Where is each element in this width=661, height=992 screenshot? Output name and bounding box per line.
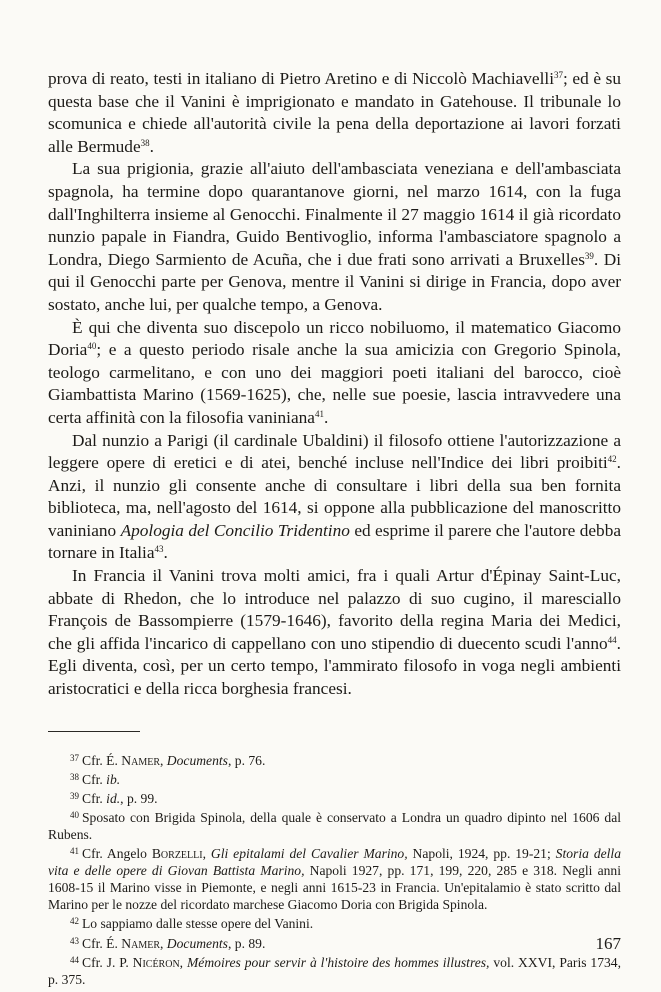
- text-run: Dal nunzio a Parigi (il cardinale Ubaldini) il filosofo ottiene l'autorizzazione a leggere opere di eretici e di atei, benché incluse nell'Indice dei libri proibiti: [48, 430, 621, 473]
- author-name: Namer: [121, 935, 160, 951]
- text-run: .: [163, 543, 168, 563]
- text-run: , p. 89.: [227, 935, 266, 951]
- footnote: [48, 843, 621, 913]
- text-run: ; e a questo periodo risale anche la sua amicizia con Gregorio Spinola, teologo carmelitano, e con uno dei maggiori poeti italiani del barocco, cioè Giambattista Marino (1569-1625), che, nelle sue poesie, lascia intravvedere una certa affinità con la filosofia vaniniana: [48, 340, 621, 427]
- text-run: Napoli, 1924, pp. 19-21;: [407, 846, 556, 862]
- text-run: , p. 76.: [227, 752, 266, 768]
- text-run: . Anzi, il nunzio gli consente anche di consultare i libri della sua ben fornita biblioteca, ma, nell'agosto del 1614, si oppone alla pubblicazione del manoscritto vaniniano: [48, 453, 621, 540]
- paragraph: [48, 68, 621, 158]
- footnote-ref: 39: [584, 250, 594, 261]
- footnotes: [48, 750, 621, 988]
- footnote: [48, 788, 621, 807]
- text-run: Cfr. É.: [82, 752, 122, 768]
- text-run: , p. 99.: [120, 790, 158, 806]
- author-name: Nicéron: [132, 954, 180, 970]
- footnote-number: 43: [70, 935, 79, 946]
- footnote: [48, 750, 621, 769]
- footnote-number: 42: [70, 916, 79, 927]
- text-run: ,: [160, 752, 167, 768]
- text-run: .: [149, 136, 154, 156]
- text-run: ed esprime il parere che l'autore debba tornare in Italia: [48, 520, 622, 563]
- footnote: [48, 952, 621, 988]
- footnote-ref: 43: [154, 544, 164, 555]
- text-run: vol. XXVI, Paris 1734, p. 375.: [48, 954, 622, 987]
- text-run: Cfr.: [82, 790, 107, 806]
- text-run: ; ed è su questa base che il Vanini è imprigionato e mandato in Gatehouse. Il tribunale lo scomunica e chiede all'autorità civile la pena della deportazione ai lavori forzati alle Bermude: [48, 69, 622, 156]
- text-run: Cfr. É.: [82, 935, 122, 951]
- text-run: In Francia il Vanini trova molti amici, fra i quali Artur d'Épinay Saint-Luc, abbate di Rhedon, che lo introduce nel palazzo di suo cugino, il maresciallo François de Bassompierre (1579-1646), favorito della regina Maria dei Medici, che gli affida l'incarico di cappellano con uno stipendio di duecento scudi l'anno: [48, 566, 621, 653]
- italic-title: Documents: [166, 935, 228, 951]
- page-number: 167: [595, 934, 621, 953]
- footnote: [48, 913, 621, 932]
- paragraph: [48, 565, 621, 701]
- text-run: Sposato con Brigida Spinola, della quale è conservato a Londra un quadro dipinto nel 1606 dal Rubens.: [48, 809, 621, 842]
- footnote-ref: 40: [87, 341, 97, 352]
- body-text: [48, 68, 621, 701]
- text-run: .: [323, 407, 329, 427]
- italic-title: Documents: [166, 752, 228, 768]
- text-run: ,: [160, 935, 167, 951]
- text-run: Napoli 1927, pp. 171, 199, 220, 285 e 318. Negli anni 1608-15 il Marino visse in Piemonte, e negli anni 1615-23 in Francia. Un'epitalamio è stato scritto dal Marino per le nozze del ricordato marchese Giacomo Doria con Brigida Spinola.: [48, 863, 621, 913]
- italic-title: Mémoires pour servir à l'histoire des hommes illustres,: [186, 954, 490, 970]
- text-run: È qui che diventa suo discepolo un ricco nobiluomo, il matematico Giacomo Doria: [48, 317, 621, 360]
- text-run: Cfr. J. P.: [82, 954, 133, 970]
- text-run: ,: [202, 846, 211, 862]
- italic-title: Apologia del Concilio Tridentino: [120, 520, 350, 540]
- text-run: Lo sappiamo dalle stesse opere del Vanini.: [82, 916, 314, 932]
- footnote: [48, 769, 621, 788]
- italic-title: Storia della vita e delle opere di Giovan Battista Marino,: [48, 846, 621, 879]
- footnote-divider: [48, 731, 140, 732]
- text-run: Cfr.: [82, 771, 107, 787]
- text-run: prova di reato, testi in italiano di Pietro Aretino e di Niccolò Machiavelli: [48, 69, 555, 88]
- footnote-number: 41: [70, 846, 79, 857]
- footnote: [48, 933, 621, 952]
- footnote-number: 39: [70, 790, 79, 801]
- text-run: . Egli diventa, così, per un certo tempo, l'ammirato filosofo in voga negli ambienti aristocratici e della ricca borghesia francesi.: [48, 633, 621, 699]
- footnote-number: 40: [70, 809, 79, 820]
- text-run: ,: [179, 954, 187, 970]
- author-name: Namer: [121, 752, 160, 768]
- footnote-number: 44: [70, 954, 79, 965]
- footnote-ref: 41: [314, 408, 324, 419]
- text-run: Cfr. Angelo: [82, 846, 152, 862]
- italic-title: Gli epitalami del Cavalier Marino,: [210, 846, 408, 862]
- text-run: La sua prigionia, grazie all'aiuto dell'ambasciata veneziana e dell'ambasciata spagnola, ha termine dopo quarantanove giorni, nel marzo 1614, con la fuga dall'Inghilterra insieme al Genocchi. Finalmente il 27 maggio 1614 il già ricordato nunzio papale in Fiandra, Guido Bentivoglio, informa l'ambasciatore spagnolo a Londra, Diego Sarmiento de Acuña, che i due frati sono arrivati a Bruxelles: [48, 159, 621, 269]
- footnote-ref: 42: [607, 454, 617, 465]
- italic-title: id.: [106, 790, 121, 806]
- footnote-ref: 37: [554, 70, 564, 80]
- italic-title: ib.: [106, 771, 121, 787]
- paragraph: [48, 317, 621, 430]
- author-name: Borzelli: [151, 846, 203, 862]
- paragraph: [48, 430, 621, 566]
- footnote-ref: 38: [140, 137, 150, 148]
- footnote: [48, 807, 621, 843]
- footnote-number: 38: [70, 771, 79, 782]
- paragraph: [48, 158, 621, 316]
- footnote-ref: 44: [607, 634, 617, 645]
- footnote-number: 37: [70, 752, 79, 763]
- text-run: . Di qui il Genocchi parte per Genova, mentre il Vanini si dirige in Francia, dopo aver sostato, anche lui, per qualche tempo, a Genova.: [48, 249, 621, 314]
